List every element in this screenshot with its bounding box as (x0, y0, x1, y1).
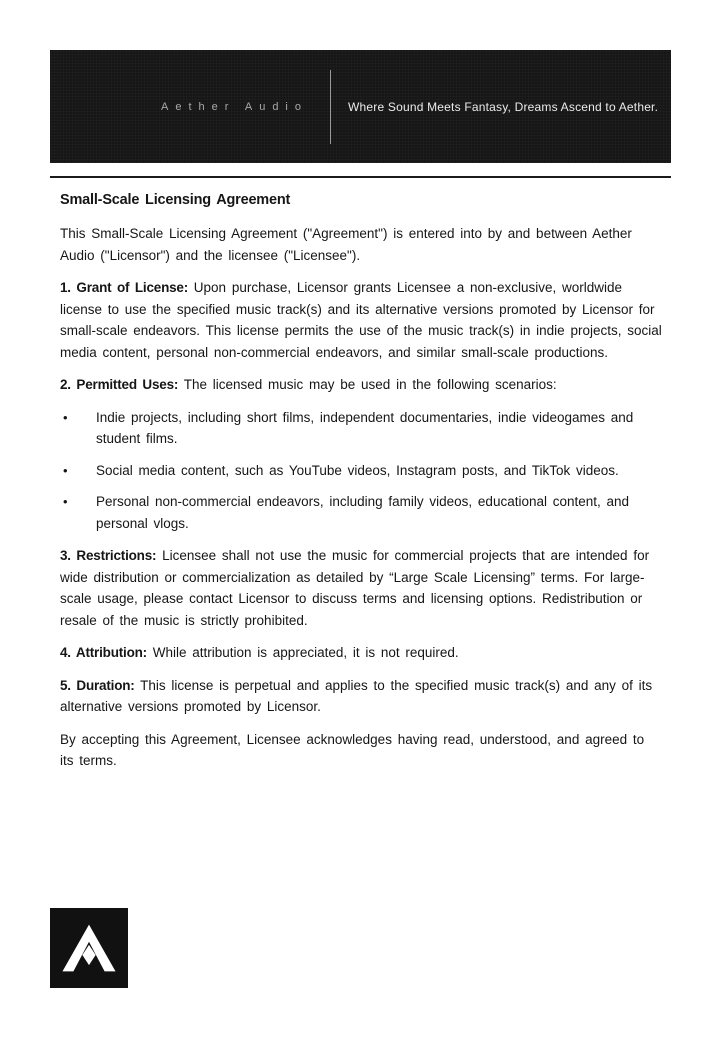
section-permitted-text: The licensed music may be used in the following scenarios: (183, 377, 557, 392)
section-permitted-uses (60, 374, 663, 396)
section-duration-label: 5. Duration: (60, 677, 135, 693)
section-permitted-label: 2. Permitted Uses: (60, 377, 179, 392)
section-grant-text: Upon purchase, Licensor grants Licensee a non-exclusive, worldwide license to use the specified music track(s) and its alternative versions promoted by Licensor for small-scale endeavors. This license permits the use of the music track(s) in indie projects, social media content, personal non-commercial endeavors, and similar small-scale productions. (60, 280, 662, 360)
closing-paragraph: By accepting this Agreement, Licensee acknowledges having read, understood, and agreed to its terms. (60, 731, 645, 768)
section-restrictions (60, 545, 663, 631)
section-duration-text: This license is perpetual and applies to the specified music track(s) and any of its alternative versions promoted by Licensor. (60, 677, 653, 714)
agreement-body (60, 190, 663, 783)
agreement-title: Small-Scale Licensing Agreement (60, 192, 291, 208)
list-item-personal-endeavors: • Personal non-commercial endeavors, including family videos, educational content, and personal vlogs. (60, 491, 663, 534)
section-grant-label: 1. Grant of License: (60, 280, 189, 295)
aether-monogram-icon (50, 908, 128, 988)
section-restrictions-label: 3. Restrictions: (60, 548, 157, 563)
section-grant-of-license (60, 277, 663, 363)
section-duration (60, 675, 663, 718)
list-item-social-media: • Social media content, such as YouTube videos, Instagram posts, and TikTok videos. (60, 460, 663, 482)
intro-paragraph: This Small-Scale Licensing Agreement ("Agreement") is entered into by and between Aether Audio ("Licensor") and the licensee ("Licensee"). (60, 226, 632, 263)
brand-banner (50, 50, 671, 163)
aether-logo-square (50, 908, 128, 988)
section-attribution-label: 4. Attribution: (60, 645, 147, 660)
section-attribution (60, 642, 663, 664)
permitted-uses-list (60, 407, 663, 535)
section-attribution-text: While attribution is appreciated, it is not required. (152, 645, 459, 660)
brand-name: Aether Audio (161, 100, 308, 113)
section-restrictions-text: Licensee shall not use the music for commercial projects that are intended for wide distribution or commercialization as detailed by “Large Scale Licensing” terms. For large-scale usage, please contact Licensor to discuss terms and licensing options. Redistribution or resale of the music is strictly prohibited. (60, 548, 650, 628)
banner-divider (330, 70, 331, 144)
header-rule (50, 176, 671, 178)
brand-tagline: Where Sound Meets Fantasy, Dreams Ascend to Aether. (348, 99, 659, 114)
list-item-indie-projects: • Indie projects, including short films, independent documentaries, indie videogames and student films. (60, 407, 663, 450)
